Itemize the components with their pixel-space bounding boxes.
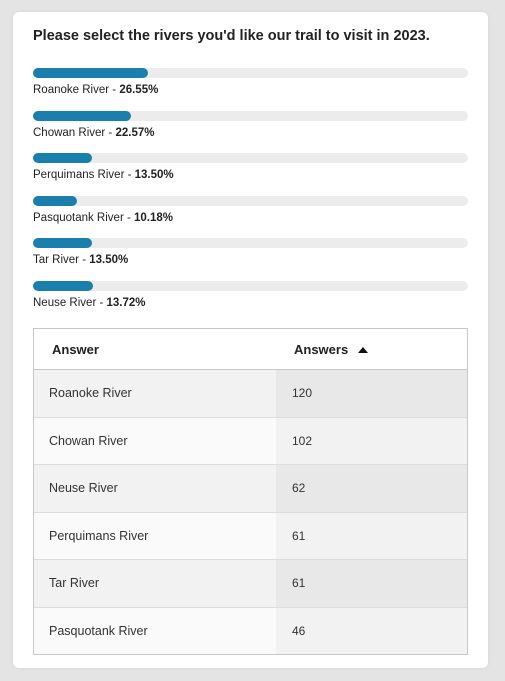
count-cell: 120 <box>276 370 467 417</box>
result-item <box>33 111 468 154</box>
answers-column-header[interactable] <box>294 342 368 357</box>
result-percent: 13.50% <box>89 254 129 266</box>
result-label <box>33 169 174 181</box>
question-title: Please select the rivers you'd like our trail to visit in 2023. <box>33 28 430 44</box>
count-cell: 61 <box>276 560 467 607</box>
progress-track <box>33 196 468 206</box>
progress-fill <box>33 281 93 291</box>
result-item <box>33 153 468 196</box>
answer-cell: Tar River <box>34 560 276 607</box>
count-cell: 46 <box>276 608 467 655</box>
result-name: Pasquotank River <box>33 211 124 224</box>
progress-track <box>33 68 468 78</box>
result-item <box>33 196 468 239</box>
sort-ascending-icon[interactable] <box>358 347 368 353</box>
count-cell: 61 <box>276 513 467 560</box>
table-row <box>34 608 467 655</box>
table-row <box>34 560 467 608</box>
count-cell: 62 <box>276 465 467 512</box>
count-cell: 102 <box>276 418 467 465</box>
progress-track <box>33 153 468 163</box>
progress-track <box>33 111 468 121</box>
result-percent: 13.72% <box>106 296 146 309</box>
progress-fill <box>33 153 92 163</box>
result-label <box>33 212 173 224</box>
result-label <box>33 84 158 96</box>
table-row <box>34 513 467 561</box>
answers-column-label: Answers <box>294 342 349 357</box>
result-item <box>33 68 468 111</box>
result-label <box>33 297 146 309</box>
result-name: Chowan River <box>33 126 106 139</box>
progress-track <box>33 281 468 291</box>
progress-fill <box>33 238 92 248</box>
result-percent: 13.50% <box>134 169 174 181</box>
result-name: Perquimans River <box>33 169 125 181</box>
result-percent: 10.18% <box>134 211 174 224</box>
result-label <box>33 127 154 139</box>
table-header <box>34 329 467 370</box>
result-separator: - <box>123 211 135 224</box>
result-separator: - <box>124 169 135 181</box>
poll-results-card <box>13 12 488 668</box>
answer-column-header[interactable]: Answer <box>52 342 99 357</box>
progress-fill <box>33 68 148 78</box>
result-separator: - <box>109 84 120 96</box>
progress-fill <box>33 196 77 206</box>
answer-cell: Roanoke River <box>34 370 276 417</box>
table-row <box>34 465 467 513</box>
result-separator: - <box>105 126 116 139</box>
answer-cell: Chowan River <box>34 418 276 465</box>
answers-table <box>33 328 468 655</box>
result-percent: 26.55% <box>119 84 159 96</box>
result-percent: 22.57% <box>115 126 155 139</box>
answer-cell: Perquimans River <box>34 513 276 560</box>
table-row <box>34 418 467 466</box>
results-list <box>33 68 468 323</box>
progress-fill <box>33 111 131 121</box>
result-name: Roanoke River <box>33 84 110 96</box>
result-name: Neuse River <box>33 296 97 309</box>
result-item <box>33 281 468 324</box>
progress-track <box>33 238 468 248</box>
result-label <box>33 254 128 266</box>
answer-cell: Pasquotank River <box>34 608 276 655</box>
result-name: Tar River <box>33 254 80 266</box>
table-row <box>34 370 467 418</box>
result-separator: - <box>79 254 90 266</box>
answer-cell: Neuse River <box>34 465 276 512</box>
result-separator: - <box>96 296 107 309</box>
result-item <box>33 238 468 281</box>
